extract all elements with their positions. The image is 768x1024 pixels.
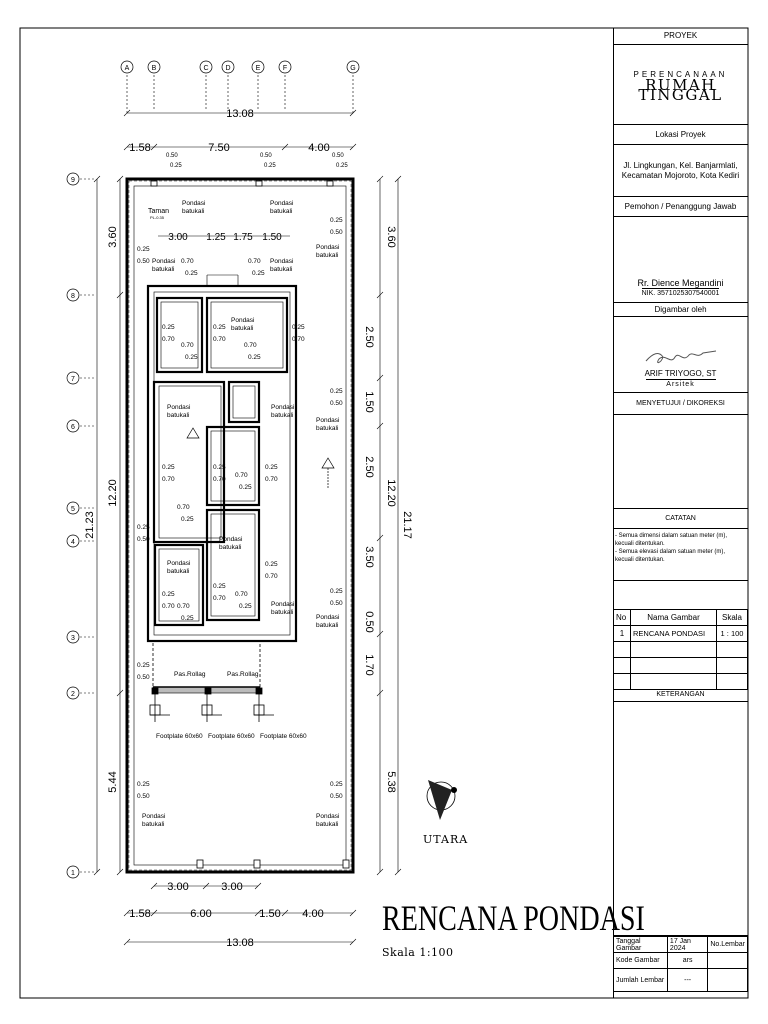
dim-left-1: 3.60 bbox=[107, 226, 119, 248]
dim-bottom-row-1: 1.58 bbox=[129, 908, 151, 920]
grid-label-8: 8 bbox=[71, 293, 75, 300]
pemohon-label: Pemohon / Penanggung Jawab bbox=[613, 197, 748, 217]
dim-thk-a1: 0.25 bbox=[137, 246, 150, 253]
title-block bbox=[613, 28, 748, 998]
lokasi-line-1: Jl. Lingkungan, Kel. Banjarmlati, bbox=[623, 160, 738, 170]
dim-top-small-1: 0.50 bbox=[166, 153, 178, 159]
grid-label-a: A bbox=[124, 65, 130, 72]
dim-thk-o1: 0.70 bbox=[177, 504, 190, 511]
pemohon-box bbox=[613, 217, 748, 303]
col-no: No bbox=[614, 610, 631, 626]
terrace-rollag bbox=[153, 641, 260, 693]
dim-thk-i2: 0.70 bbox=[292, 336, 305, 343]
pemohon-name: Rr. Dience Megandini bbox=[637, 278, 724, 288]
dim-thk-l1: 0.25 bbox=[213, 464, 226, 471]
project-line-1: PERENCANAAN bbox=[633, 69, 728, 79]
dim-thk-v2: 0.50 bbox=[330, 600, 343, 607]
dim-top-3: 4.00 bbox=[308, 142, 330, 154]
label-taman: Taman bbox=[148, 208, 170, 215]
dim-right-2: 2.50 bbox=[363, 326, 375, 348]
jumlah-label: Jumlah Lembar bbox=[614, 969, 668, 992]
menyetujui-box bbox=[613, 415, 748, 509]
catatan-notes bbox=[613, 529, 748, 581]
dim-right-1: 3.60 bbox=[385, 226, 397, 248]
label-rollag-1: Pas.Rollag bbox=[174, 671, 206, 678]
catatan-spacer bbox=[613, 581, 748, 609]
north-label: UTARA bbox=[423, 833, 469, 846]
label-pondasi-room-2: Pondasi batukali bbox=[167, 404, 191, 419]
dim-thk-m2: 0.25 bbox=[239, 484, 252, 491]
level-markers bbox=[187, 428, 334, 488]
kode-value: ars bbox=[667, 953, 707, 969]
dim-thk-f1: 0.25 bbox=[213, 324, 226, 331]
dim-thk-d2: 0.25 bbox=[252, 270, 265, 277]
dim-thk-k1: 0.25 bbox=[162, 464, 175, 471]
dim-thk-o2: 0.25 bbox=[181, 516, 194, 523]
grid-axes bbox=[80, 75, 353, 872]
dim-thk-f2: 0.70 bbox=[213, 336, 226, 343]
dim-right-total: 21.17 bbox=[401, 511, 413, 539]
dim-right-5: 3.50 bbox=[363, 546, 375, 568]
grid-label-g: G bbox=[350, 65, 356, 72]
drawing-scale: Skala 1:100 bbox=[382, 946, 454, 959]
dim-right-7: 1.70 bbox=[363, 654, 375, 676]
catatan-note-1: - Semua dimensi dalam satuan meter (m), bbox=[615, 533, 728, 539]
dim-thk-p2: 0.50 bbox=[137, 536, 150, 543]
dim-thk-a2: 0.50 bbox=[137, 258, 150, 265]
table-row-empty bbox=[614, 658, 748, 674]
dim-thk-q1: 0.25 bbox=[265, 561, 278, 568]
footer-table bbox=[613, 936, 748, 992]
dim-thk-c2: 0.25 bbox=[185, 270, 198, 277]
dim-inner-4: 1.50 bbox=[262, 232, 282, 243]
grid-label-f: F bbox=[282, 65, 288, 72]
dim-right-3: 1.50 bbox=[363, 391, 375, 413]
dim-top-2: 7.50 bbox=[208, 142, 230, 154]
dim-thk-b2: 0.50 bbox=[330, 229, 343, 236]
label-rollag-2: Pas.Rollag bbox=[227, 671, 259, 678]
digambar-label: Digambar oleh bbox=[613, 303, 748, 317]
dim-top-small-3: 0.50 bbox=[260, 153, 272, 159]
dim-thk-x2: 0.50 bbox=[137, 793, 150, 800]
dim-left-2: 12.20 bbox=[107, 479, 119, 507]
dim-bottom-row-4: 4.00 bbox=[302, 908, 324, 920]
col-nama: Nama Gambar bbox=[631, 610, 717, 626]
dim-thk-n1: 0.25 bbox=[265, 464, 278, 471]
dim-thk-x1: 0.25 bbox=[137, 781, 150, 788]
grid-label-9: 9 bbox=[71, 177, 75, 184]
keterangan-label: KETERANGAN bbox=[613, 688, 748, 702]
proyek-label: PROYEK bbox=[613, 28, 748, 45]
arsitek-role: Arsitek bbox=[646, 379, 716, 390]
dim-thk-s2: 0.25 bbox=[181, 615, 194, 622]
table-row bbox=[614, 626, 748, 642]
grid-label-5: 5 bbox=[71, 506, 75, 513]
dim-thk-u2: 0.25 bbox=[239, 603, 252, 610]
dim-right-mid: 12.20 bbox=[385, 479, 397, 507]
dim-thk-s1: 0.70 bbox=[177, 603, 190, 610]
dim-right-6: 0.50 bbox=[363, 611, 375, 633]
label-pondasi-right-3: Pondasi batukali bbox=[316, 614, 340, 629]
row-no: 1 bbox=[614, 626, 631, 642]
dim-bottom-row-3: 1.50 bbox=[259, 908, 281, 920]
dim-top-small-4: 0.25 bbox=[264, 163, 276, 169]
dim-bottom-row-2: 6.00 bbox=[190, 908, 212, 920]
catatan-note-4: kecuali ditentukan. bbox=[615, 557, 665, 563]
catatan-label: CATATAN bbox=[613, 509, 748, 529]
dim-inner-1: 3.00 bbox=[168, 232, 188, 243]
dim-thk-u1: 0.70 bbox=[235, 591, 248, 598]
arsitek-name: ARIF TRIYOGO, ST bbox=[644, 369, 717, 378]
label-pondasi-right-bottom: Pondasi batukali bbox=[316, 813, 340, 828]
tanggal-value: 17 Jan 2024 bbox=[667, 937, 707, 953]
grid-label-1: 1 bbox=[71, 870, 75, 877]
grid-label-e: E bbox=[255, 65, 261, 72]
col-skala: Skala bbox=[717, 610, 748, 626]
dim-thk-y1: 0.25 bbox=[330, 781, 343, 788]
dim-thk-p1: 0.25 bbox=[137, 524, 150, 531]
grid-label-4: 4 bbox=[71, 539, 75, 546]
grid-label-c: C bbox=[203, 65, 209, 72]
dim-right-4: 2.50 bbox=[363, 456, 375, 478]
dim-thk-e1: 0.25 bbox=[162, 324, 175, 331]
grid-label-7: 7 bbox=[71, 376, 75, 383]
boundary-columns bbox=[151, 181, 349, 868]
label-pondasi-left-1: Pondasi batukali bbox=[152, 258, 176, 273]
keterangan-box bbox=[613, 702, 748, 936]
dim-top-total: 13.08 bbox=[226, 108, 254, 120]
label-pondasi-mid-1: Pondasi batukali bbox=[270, 258, 294, 273]
dim-inner-2: 1.25 bbox=[206, 232, 226, 243]
dim-thk-j1: 0.25 bbox=[330, 388, 343, 395]
dim-thk-l2: 0.70 bbox=[213, 476, 226, 483]
label-pondasi-top-1: Pondasi batukali bbox=[182, 200, 206, 215]
dim-thk-t2: 0.70 bbox=[213, 595, 226, 602]
label-pondasi-room-3: Pondasi batukali bbox=[219, 536, 243, 551]
dim-thk-w1: 0.25 bbox=[137, 662, 150, 669]
catatan-note-2: kecuali ditentukan. bbox=[615, 541, 665, 547]
table-row-empty bbox=[614, 642, 748, 658]
project-line-2: RUMAH TINGGAL bbox=[638, 75, 723, 104]
dim-thk-y2: 0.50 bbox=[330, 793, 343, 800]
label-footplate-1: Footplate 60x60 bbox=[156, 733, 203, 740]
dim-bottom-total: 13.08 bbox=[226, 937, 254, 949]
dim-thk-r1: 0.25 bbox=[162, 591, 175, 598]
label-pondasi-mid-2: Pondasi batukali bbox=[271, 404, 295, 419]
dim-thk-g1: 0.70 bbox=[181, 342, 194, 349]
catatan-note-3: - Semua elevasi dalam satuan meter (m), bbox=[615, 549, 726, 555]
label-footplate-3: Footplate 60x60 bbox=[260, 733, 307, 740]
dim-thk-m1: 0.70 bbox=[235, 472, 248, 479]
dim-top-small-6: 0.25 bbox=[336, 163, 348, 169]
grid-label-3: 3 bbox=[71, 635, 75, 642]
dim-top-small-5: 0.50 bbox=[332, 153, 344, 159]
drawing-list-header bbox=[614, 610, 748, 626]
pemohon-nik: NIK. 3571025307540001 bbox=[641, 290, 720, 297]
project-title bbox=[613, 45, 748, 125]
dim-thk-c1: 0.70 bbox=[181, 258, 194, 265]
lokasi-label: Lokasi Proyek bbox=[613, 125, 748, 145]
dim-thk-w2: 0.50 bbox=[137, 674, 150, 681]
grid-label-d: D bbox=[225, 65, 231, 72]
label-taman-elev: PL-0.35 bbox=[150, 215, 165, 220]
dim-top-small-2: 0.25 bbox=[170, 163, 182, 169]
dim-thk-j2: 0.50 bbox=[330, 400, 343, 407]
dim-thk-h2: 0.25 bbox=[248, 354, 261, 361]
row-nama: RENCANA PONDASI bbox=[631, 626, 717, 642]
dim-thk-t1: 0.25 bbox=[213, 583, 226, 590]
dim-left-total: 21.23 bbox=[84, 511, 96, 539]
lokasi-address bbox=[613, 145, 748, 197]
drawing-title: RENCANA PONDASI bbox=[382, 898, 645, 938]
signature-icon bbox=[641, 343, 721, 369]
grid-label-2: 2 bbox=[71, 691, 75, 698]
grid-label-b: B bbox=[151, 65, 157, 72]
dim-thk-g2: 0.25 bbox=[185, 354, 198, 361]
tanggal-label: Tanggal Gambar bbox=[614, 937, 668, 953]
label-pondasi-room-1: Pondasi batukali bbox=[231, 317, 255, 332]
dim-thk-k2: 0.70 bbox=[162, 476, 175, 483]
dim-thk-q2: 0.70 bbox=[265, 573, 278, 580]
dim-thk-e2: 0.70 bbox=[162, 336, 175, 343]
dim-thk-h1: 0.70 bbox=[244, 342, 257, 349]
dim-bottom-2: 3.00 bbox=[221, 881, 243, 893]
dim-thk-n2: 0.70 bbox=[265, 476, 278, 483]
label-pondasi-top-2: Pondasi batukali bbox=[270, 200, 294, 215]
dim-thk-b1: 0.25 bbox=[330, 217, 343, 224]
row-skala: 1 : 100 bbox=[717, 626, 748, 642]
drawing-list-table bbox=[613, 609, 748, 690]
no-lembar-label: No.Lembar bbox=[708, 937, 748, 953]
dim-bottom-1: 3.00 bbox=[167, 881, 189, 893]
dim-thk-r2: 0.70 bbox=[162, 603, 175, 610]
dim-thk-i1: 0.25 bbox=[292, 324, 305, 331]
site-boundary-walls bbox=[127, 179, 353, 872]
grid-label-6: 6 bbox=[71, 424, 75, 431]
label-pondasi-right-2: Pondasi batukali bbox=[316, 417, 340, 432]
lokasi-line-2: Kecamatan Mojoroto, Kota Kediri bbox=[621, 170, 740, 180]
dim-thk-d1: 0.70 bbox=[248, 258, 261, 265]
menyetujui-label: MENYETUJUI / DIKOREKSI bbox=[613, 393, 748, 415]
dim-top-1: 1.58 bbox=[129, 142, 151, 154]
label-pondasi-right-1: Pondasi batukali bbox=[316, 244, 340, 259]
kode-label: Kode Gambar bbox=[614, 953, 668, 969]
jumlah-value: --- bbox=[667, 969, 707, 992]
dim-right-8: 5.38 bbox=[385, 771, 397, 793]
label-pondasi-left-bottom: Pondasi batukali bbox=[142, 813, 166, 828]
label-footplate-2: Footplate 60x60 bbox=[208, 733, 255, 740]
label-pondasi-mid-3: Pondasi batukali bbox=[271, 601, 295, 616]
arsitek-box bbox=[613, 317, 748, 393]
north-arrow-icon bbox=[423, 780, 468, 846]
label-pondasi-room-4: Pondasi batukali bbox=[167, 560, 191, 575]
dim-left-3: 5.44 bbox=[107, 771, 119, 793]
dim-inner-3: 1.75 bbox=[233, 232, 253, 243]
dim-thk-v1: 0.25 bbox=[330, 588, 343, 595]
